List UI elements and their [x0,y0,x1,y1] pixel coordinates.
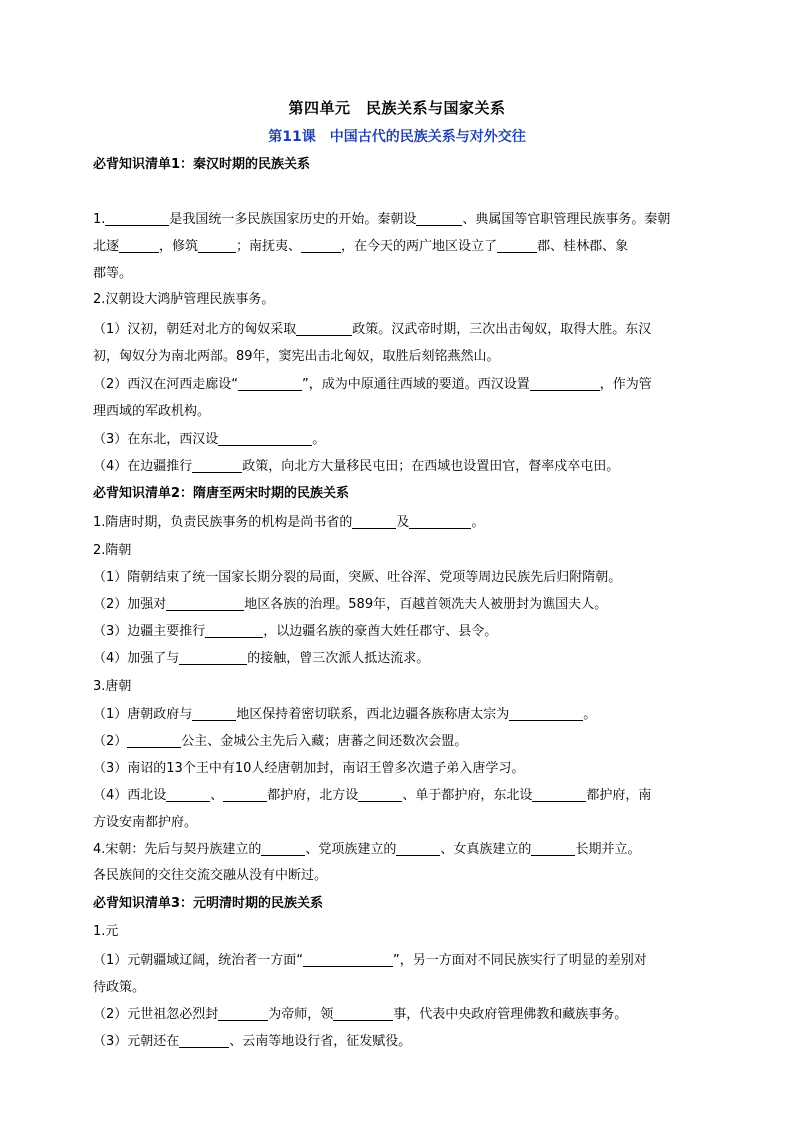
line-text: 必背知识清单2：隋唐至两宋时期的民族关系 [93,486,350,501]
line-text: 、女真族建立的 [440,842,532,857]
line-text: （2）加强对 [93,597,167,612]
fill-in-blank[interactable] [396,841,440,856]
text-line [93,513,705,533]
line-text: 都护府，北方设 [267,788,359,803]
line-text: （3）边疆主要推行 [93,624,206,639]
line-text: 地区各族的治理。589年，百越首领冼夫人被册封为谯国夫人。 [244,597,608,612]
fill-in-blank[interactable] [303,952,393,967]
fill-in-blank[interactable] [218,1006,268,1021]
text-line [93,402,705,422]
text-line [93,951,705,971]
text-line [93,237,705,257]
fill-in-blank[interactable] [530,376,600,391]
text-line [93,622,705,642]
line-text: 2.汉朝设大鸿胪管理民族事务。 [93,292,275,307]
text-line [93,290,705,310]
text-line [93,677,705,697]
text-line [93,759,705,779]
line-text: 地区保持着密切联系，西北边疆各族称唐太宗为 [236,707,510,722]
text-line [93,705,705,725]
fill-in-blank[interactable] [166,596,244,611]
line-text: ，修筑 [159,239,199,254]
line-text: （3）元朝还在 [93,1034,180,1049]
line-text: 公主、金城公主先后入藏；唐蕃之间还数次会盟。 [181,734,468,749]
fill-in-blank[interactable] [127,733,181,748]
line-text: 1.隋唐时期，负责民族事务的机构是尚书省的 [93,515,353,530]
line-text: （4）西北设 [93,788,167,803]
line-text: （2）西汉在河西走廊设“ [93,377,239,392]
line-text: ，以边疆名族的豪酋大姓任郡守、县令。 [263,624,498,639]
line-text: 都护府，南 [586,788,652,803]
text-line [93,922,705,942]
section-heading [93,155,705,175]
fill-in-blank[interactable] [261,841,305,856]
text-line [93,978,705,998]
line-text: 郡、桂林郡、象 [537,239,629,254]
line-text: 必背知识清单3：元明清时期的民族关系 [93,896,324,911]
text-line [93,732,705,752]
text-line [93,210,705,230]
text-line [93,840,705,860]
line-text: （3）在东北，西汉设 [93,432,219,447]
fill-in-blank[interactable] [301,238,341,253]
line-text: ”，另一方面对不同民族实行了明显的差别对 [393,953,647,968]
text-line [93,813,705,833]
line-text: 方设安南都护府。 [93,815,198,830]
fill-in-blank[interactable] [166,787,210,802]
line-text: 郡等。 [93,266,133,281]
fill-in-blank[interactable] [119,238,159,253]
line-text: 政策。汉武帝时期，三次出击匈奴，取得大胜。东汉 [352,322,652,337]
fill-in-blank[interactable] [238,376,302,391]
line-text: 各民族间的交往交流交融从没有中断过。 [93,868,328,883]
text-line [93,568,705,588]
line-text: ；南抚夷、 [236,239,302,254]
line-text: 、云南等地设行省，征发赋役。 [229,1034,412,1049]
text-line [93,595,705,615]
text-line [93,541,705,561]
fill-in-blank[interactable] [409,514,471,529]
fill-in-blank[interactable] [509,706,583,721]
fill-in-blank[interactable] [218,431,312,446]
fill-in-blank[interactable] [223,787,267,802]
line-text: （2） [93,734,128,749]
fill-in-blank[interactable] [333,1006,393,1021]
line-text: （1）唐朝政府与 [93,707,193,722]
fill-in-blank[interactable] [531,841,575,856]
line-text: （3）南诏的13个王中有10人经唐朝加封，南诏王曾多次遣子弟入唐学习。 [93,761,525,776]
text-line [93,430,705,450]
line-text: ，在今天的两广地区设立了 [341,239,498,254]
fill-in-blank[interactable] [192,458,242,473]
line-text: 理西域的军政机构。 [93,404,211,419]
fill-in-blank[interactable] [192,706,236,721]
fill-in-blank[interactable] [205,623,263,638]
line-text: （1）汉初，朝廷对北方的匈奴采取 [93,322,297,337]
text-line [93,320,705,340]
line-text: 2.隋朝 [93,543,132,558]
line-text: （1）隋朝结束了统一国家长期分裂的局面，突厥、吐谷浑、党项等周边民族先后归附隋朝。 [93,570,622,585]
text-line [93,264,705,284]
line-text: ，作为管 [599,377,652,392]
text-line [93,457,705,477]
line-text: 。 [312,432,326,447]
section-heading [93,894,705,914]
fill-in-blank[interactable] [352,514,396,529]
line-text: 长期并立。 [575,842,641,857]
fill-in-blank[interactable] [532,787,586,802]
line-text: 1. [93,212,106,227]
line-text: ”，成为中原通往西域的要道。西汉设置 [302,377,530,392]
fill-in-blank[interactable] [198,238,236,253]
line-text: 初，匈奴分为南北两部。89年，窦宪出击北匈奴，取胜后刻铭燕然山。 [93,349,500,364]
lesson-title: 第11课 中国古代的民族关系与对外交往 [268,129,526,145]
line-text: （1）元朝疆域辽阔，统治者一方面“ [93,953,304,968]
unit-title: 第四单元 民族关系与国家关系 [288,99,506,117]
fill-in-blank[interactable] [416,211,462,226]
fill-in-blank[interactable] [179,1033,229,1048]
line-text: 4.宋朝：先后与契丹族建立的 [93,842,262,857]
line-text: 及 [396,515,410,530]
line-text: 、党项族建立的 [305,842,397,857]
text-line [93,375,705,395]
line-text: （4）在边疆推行 [93,459,193,474]
line-text: 、典属国等官职管理民族事务。秦朝 [462,212,671,227]
line-text: 政策，向北方大量移民屯田；在西域也设置田官，督率戍卒屯田。 [242,459,620,474]
line-text: 、 [210,788,224,803]
line-text: 事，代表中央政府管理佛教和藏族事务。 [393,1007,628,1022]
text-line [93,347,705,367]
fill-in-blank[interactable] [296,321,352,336]
text-line [93,1032,705,1052]
section-heading [93,484,705,504]
line-text: （2）元世祖忽必烈封 [93,1007,219,1022]
text-line [93,866,705,886]
line-text: 待政策。 [93,980,146,995]
line-text: 、单于都护府，东北设 [402,788,533,803]
fill-in-blank[interactable] [105,211,169,226]
line-text: 北逐 [93,239,120,254]
line-text: 。 [583,707,597,722]
line-text: 3.唐朝 [93,679,132,694]
line-text: 是我国统一多民族国家历史的开始。秦朝设 [169,212,417,227]
fill-in-blank[interactable] [179,650,247,665]
fill-in-blank[interactable] [497,238,537,253]
line-text: 的接触，曾三次派人抵达流求。 [247,651,430,666]
text-line [93,649,705,669]
line-text: 必背知识清单1：秦汉时期的民族关系 [93,157,311,172]
line-text: 。 [471,515,485,530]
fill-in-blank[interactable] [358,787,402,802]
text-line [93,1005,705,1025]
line-text: （4）加强了与 [93,651,180,666]
text-line [93,786,705,806]
line-text: 为帝师，领 [268,1007,334,1022]
line-text: 1.元 [93,924,119,939]
